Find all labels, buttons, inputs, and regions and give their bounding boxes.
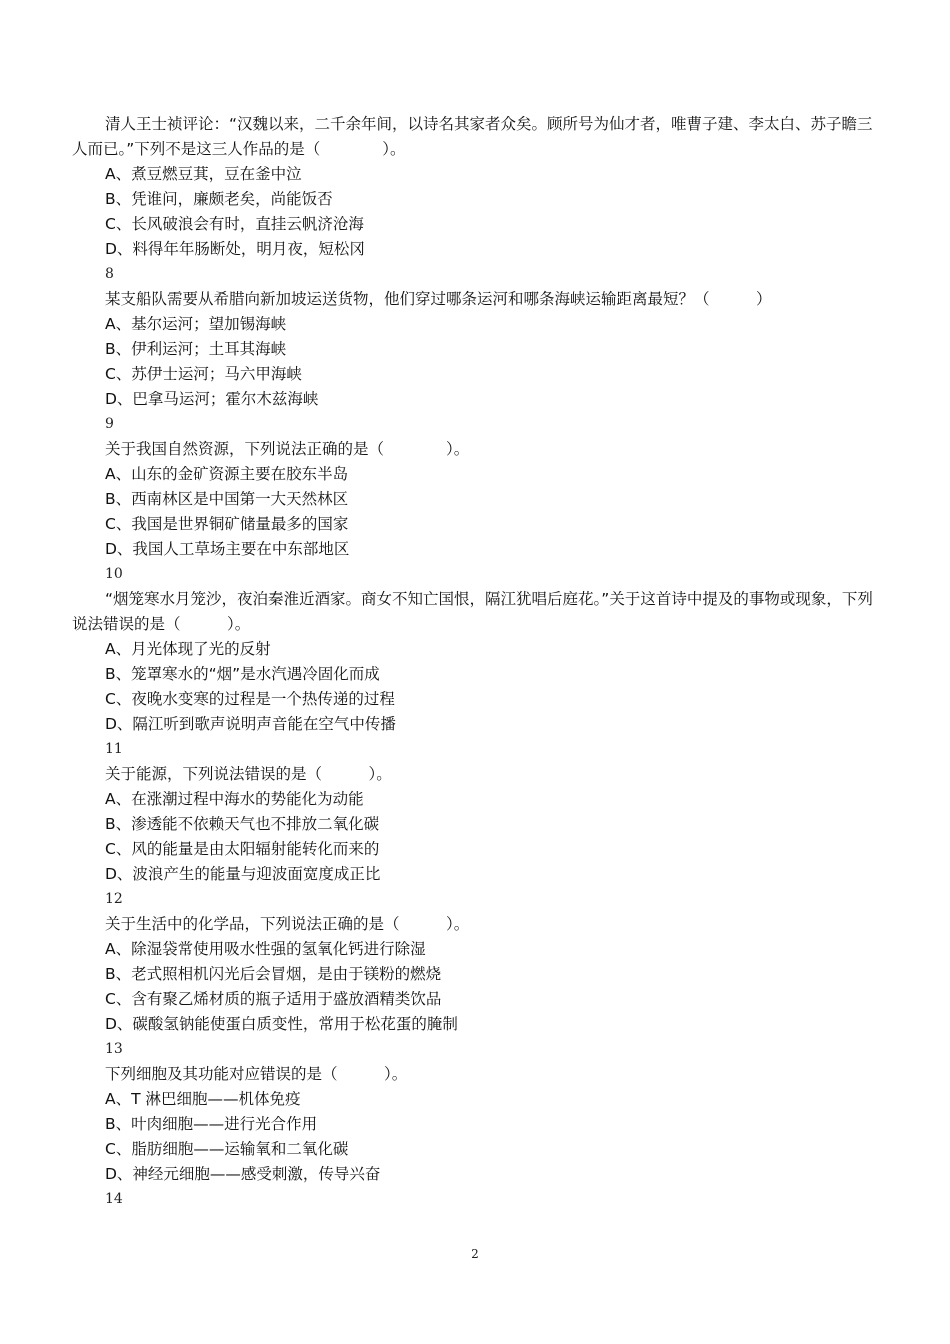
option-c: C、我国是世界铜矿储量最多的国家	[105, 515, 349, 533]
question-block	[72, 1037, 880, 1187]
option-d: D、碳酸氢钠能使蛋白质变性，常用于松花蛋的腌制	[105, 1015, 458, 1033]
option-b: B、笼罩寒水的“烟”是水汽遇冷固化而成	[105, 665, 380, 683]
option-b: B、渗透能不依赖天气也不排放二氧化碳	[105, 815, 380, 833]
option-c: C、苏伊士运河；马六甲海峡	[105, 365, 302, 383]
question-block	[72, 412, 880, 562]
question-stem: “烟笼寒水月笼沙，夜泊秦淮近酒家。商女不知亡国恨，隔江犹唱后庭花。”关于这首诗中提及的事物或现象，下列说法错误的是（ ）。	[72, 590, 873, 633]
question-number: 9	[105, 416, 114, 432]
option-b: B、叶肉细胞——进行光合作用	[105, 1115, 318, 1133]
question-number: 11	[105, 741, 123, 757]
question-number: 8	[105, 266, 114, 282]
question-stem: 关于生活中的化学品，下列说法正确的是（ ）。	[105, 915, 470, 933]
question-stem: 关于我国自然资源，下列说法正确的是（ ）。	[105, 440, 470, 458]
question-block	[72, 112, 880, 262]
option-d: D、隔江听到歌声说明声音能在空气中传播	[105, 715, 396, 733]
question-list	[72, 112, 880, 1212]
question-block	[72, 887, 880, 1037]
option-a: A、煮豆燃豆萁，豆在釜中泣	[105, 165, 302, 183]
option-b: B、伊利运河；土耳其海峡	[105, 340, 287, 358]
option-c: C、脂肪细胞——运输氧和二氧化碳	[105, 1140, 349, 1158]
option-d: D、巴拿马运河；霍尔木兹海峡	[105, 390, 319, 408]
option-c: C、风的能量是由太阳辐射能转化而来的	[105, 840, 380, 858]
option-b: B、凭谁问，廉颇老矣，尚能饭否	[105, 190, 333, 208]
question-block	[72, 737, 880, 887]
question-stem: 下列细胞及其功能对应错误的是（ ）。	[105, 1065, 408, 1083]
question-block	[72, 562, 880, 737]
question-number: 12	[105, 891, 123, 907]
option-d: D、我国人工草场主要在中东部地区	[105, 540, 350, 558]
option-c: C、长风破浪会有时，直挂云帆济沧海	[105, 215, 364, 233]
option-a: A、山东的金矿资源主要在胶东半岛	[105, 465, 349, 483]
option-d: D、神经元细胞——感受刺激，传导兴奋	[105, 1165, 381, 1183]
question-number: 10	[105, 566, 123, 582]
question-number: 14	[105, 1191, 123, 1207]
option-a: A、在涨潮过程中海水的势能化为动能	[105, 790, 364, 808]
option-a: A、基尔运河；望加锡海峡	[105, 315, 287, 333]
option-b: B、西南林区是中国第一大天然林区	[105, 490, 349, 508]
page-number: 2	[471, 1247, 479, 1261]
option-d: D、料得年年肠断处，明月夜，短松冈	[105, 240, 365, 258]
option-c: C、含有聚乙烯材质的瓶子适用于盛放酒精类饮品	[105, 990, 442, 1008]
question-number: 13	[105, 1041, 123, 1057]
question-stem: 某支船队需要从希腊向新加坡运送货物，他们穿过哪条运河和哪条海峡运输距离最短？（ ）	[105, 290, 772, 308]
option-b: B、老式照相机闪光后会冒烟，是由于镁粉的燃烧	[105, 965, 442, 983]
option-a: A、T 淋巴细胞——机体免疫	[105, 1090, 301, 1108]
question-block	[72, 262, 880, 412]
question-stem: 清人王士祯评论：“汉魏以来，二千余年间，以诗名其家者众矣。顾所号为仙才者，唯曹子建、李太白、苏子瞻三人而已。”下列不是这三人作品的是（ ）。	[72, 115, 873, 158]
question-stem: 关于能源，下列说法错误的是（ ）。	[105, 765, 392, 783]
option-a: A、月光体现了光的反射	[105, 640, 271, 658]
option-a: A、除湿袋常使用吸水性强的氢氧化钙进行除湿	[105, 940, 426, 958]
option-d: D、波浪产生的能量与迎波面宽度成正比	[105, 865, 381, 883]
option-c: C、夜晚水变寒的过程是一个热传递的过程	[105, 690, 395, 708]
